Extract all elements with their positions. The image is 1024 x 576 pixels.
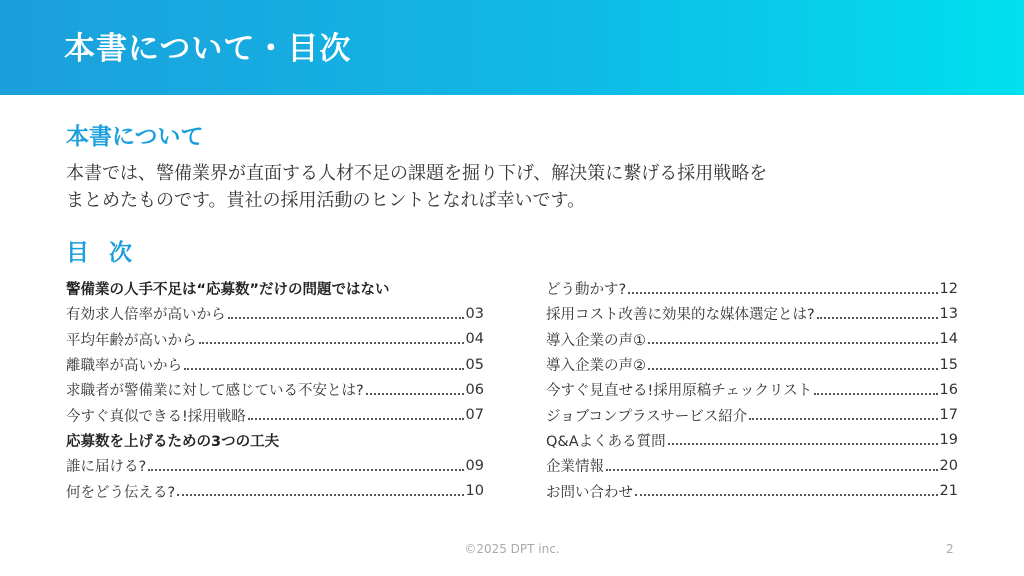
toc-column-right [546,276,958,504]
toc-leader-dots [628,292,937,294]
toc-entry[interactable] [66,327,484,352]
toc-leader-dots [228,317,464,319]
toc-page-number: 06 [465,381,484,398]
page-title: 本書について・目次 [64,31,352,67]
toc-entry[interactable] [546,377,958,402]
toc-entry[interactable] [546,453,958,478]
toc-entry[interactable] [546,301,958,326]
toc-page-number: 03 [465,305,484,322]
toc-page-number: 16 [939,381,958,398]
toc-entry[interactable] [66,402,484,427]
toc-entry[interactable] [546,276,958,301]
toc-leader-dots [648,342,938,344]
toc-entry[interactable] [66,377,484,402]
header-banner [0,0,1024,95]
toc-heading: 目 次 [66,240,139,266]
toc-leader-dots [248,418,464,420]
toc-page-number: 04 [465,331,484,348]
about-line: まとめたものです。貴社の採用活動のヒントとなれば幸いです。 [66,190,586,211]
toc-entry-label: お問い合わせ [546,484,633,501]
toc-entry-label: Q&Aよくある質問 [546,433,666,450]
toc-entry-label: ジョブコンプラスサービス紹介 [546,408,748,425]
toc-entry-label: 有効求人倍率が高いから [66,307,226,324]
toc-entry[interactable] [546,327,958,352]
toc-entry-label: 採用コスト改善に効果的な媒体選定とは? [546,307,815,324]
toc-page-number: 12 [939,280,958,297]
toc-leader-dots [749,418,937,420]
toc-entry-label: 導入企業の声② [546,358,646,375]
toc-leader-dots [635,494,938,496]
toc-leader-dots [199,342,464,344]
toc-page-number: 21 [939,483,958,500]
toc-entry-label: 求職者が警備業に対して感じている不安とは? [66,383,364,400]
toc-page-number: 20 [939,457,958,474]
toc-entry[interactable] [66,352,484,377]
toc-entry[interactable] [546,352,958,377]
toc-group-heading: 警備業の人手不足は“応募数”だけの問題ではない [66,282,390,299]
toc-entry[interactable] [66,478,484,503]
footer-page-number: 2 [946,542,954,556]
toc-entry[interactable] [546,428,958,453]
toc-leader-dots [366,393,464,395]
toc-page-number: 17 [939,407,958,424]
toc-leader-dots [606,469,938,471]
toc-leader-dots [668,443,938,445]
toc-entry[interactable] [546,402,958,427]
toc-page-number: 15 [939,356,958,373]
toc-page-number: 10 [465,483,484,500]
toc-page-number: 07 [465,407,484,424]
toc-entry-label: 今すぐ見直せる!採用原稿チェックリスト [546,383,813,400]
toc-page-number: 19 [939,432,958,449]
footer-copyright: ©2025 DPT inc. [464,542,560,556]
toc-entry[interactable] [546,478,958,503]
toc-entry[interactable] [66,301,484,326]
about-line: 本書では、警備業界が直面する人材不足の課題を掘り下げ、解決策に繋げる採用戦略を [66,163,768,184]
toc-entry-label: どう動かす? [546,282,627,299]
toc-leader-dots [177,494,463,496]
toc-entry[interactable] [66,453,484,478]
about-body [66,160,966,214]
toc-entry-label: 今すぐ真似できる!採用戦略 [66,408,246,425]
toc-page-number: 05 [465,356,484,373]
about-heading: 本書について [66,124,204,150]
toc-entry-label: 平均年齢が高いから [66,332,197,349]
toc-entry-label: 離職率が高いから [66,358,182,375]
toc-page-number: 14 [939,331,958,348]
toc-entry-label: 企業情報 [546,459,604,476]
toc-leader-dots [814,393,937,395]
toc-leader-dots [817,317,938,319]
toc-entry-label: 導入企業の声① [546,332,646,349]
toc-page-number: 09 [465,457,484,474]
toc-entry-label: 何をどう伝える? [66,484,176,501]
toc-leader-dots [148,469,463,471]
toc-page-number: 13 [939,305,958,322]
toc-leader-dots [184,368,464,370]
toc-column-left [66,276,484,504]
toc-entry-label: 誰に届ける? [66,459,147,476]
toc-group-heading: 応募数を上げるための3つの工夫 [66,433,280,450]
toc-leader-dots [648,368,938,370]
